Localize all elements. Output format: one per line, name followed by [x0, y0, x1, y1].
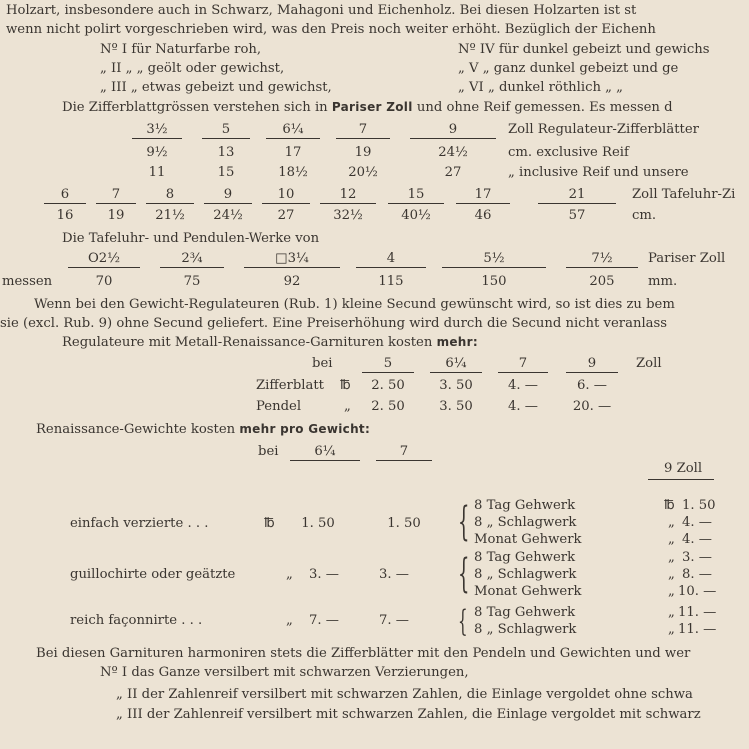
tbl-zoll-6: 12	[320, 186, 376, 204]
group-reich-work-2: 8 „ Schlagwerk	[474, 622, 577, 637]
metal-row-pendel-v1: 2. 50	[371, 399, 405, 414]
weights-intro-bold: mehr pro Gewicht:	[239, 422, 371, 436]
group-guilloch-work-3: Monat Gehwerk	[474, 584, 582, 599]
mov-zoll-6: 7½	[566, 250, 638, 268]
harmony-item-2: „ II der Zahlenreif versilbert mit schwarzen Zahlen, die Einlage vergoldet ohne schwa	[116, 687, 693, 702]
mov-mm-5: 150	[481, 274, 507, 289]
metal-zoll: Zoll	[636, 356, 662, 371]
group-einfach-mark: ℔	[264, 516, 275, 531]
group-einfach-pmark-1: ℔	[664, 498, 675, 513]
group-einfach-work-1: 8 Tag Gehwerk	[474, 498, 576, 513]
group-guilloch-pmark-1: „	[668, 550, 675, 565]
weights-intro-pre: Renaissance-Gewichte kosten	[36, 422, 236, 437]
metal-row-dial-v1: 2. 50	[371, 378, 405, 393]
metal-row-dial-v4: 6. —	[577, 378, 607, 393]
mov-zoll-4: 4	[356, 250, 426, 268]
tbl-cm-1: 16	[56, 208, 74, 223]
group-einfach-v1: 1. 50	[301, 516, 335, 531]
group-reich-pmark-1: „	[668, 605, 675, 620]
group-guilloch-pmark-2: „	[668, 567, 675, 582]
reg-cm-excl-4: 19	[354, 145, 372, 160]
intro-line-2: wenn nicht polirt vorgeschrieben wird, was den Preis noch weiter erhöht. Bezüglich der Eichenh	[6, 22, 656, 37]
tbl-zoll-1: 6	[44, 186, 86, 204]
reg-zoll-5: 9	[410, 121, 496, 139]
intro-line-1: Holzart, insbesondere auch in Schwarz, Mahagoni und Eichenholz. Bei diesen Holzarten ist st	[6, 3, 637, 18]
metal-row-pendel-mark: „	[344, 399, 351, 414]
reg-cm-incl-label: „ inclusive Reif und unsere	[508, 165, 689, 180]
mov-mm-6: 205	[589, 274, 615, 289]
metal-size-1: 5	[362, 355, 414, 373]
reg-cm-incl-2: 15	[217, 165, 235, 180]
tbl-cm-label: cm.	[632, 208, 657, 223]
reg-zoll-4: 7	[336, 121, 390, 139]
group-guilloch-price-1: 3. —	[682, 550, 712, 565]
finish-iii: „ III „ etwas gebeizt und gewichst,	[100, 80, 332, 95]
reg-cm-incl-4: 20½	[348, 165, 378, 180]
tbl-zoll-5: 10	[262, 186, 310, 204]
group-reich-v1: 7. —	[309, 613, 339, 628]
mov-mm-label: mm.	[648, 274, 678, 289]
secund-line-2: sie (excl. Rub. 9) ohne Secund geliefert. Eine Preiserhöhung wird durch die Secund nicht veranlass	[0, 316, 668, 331]
movements-intro: Die Tafeluhr- und Pendulen-Werke von	[62, 231, 320, 246]
harmony-line-1: Bei diesen Garnituren harmoniren stets die Zifferblätter mit den Pendeln und Gewichten und wer	[36, 646, 691, 661]
weights-intro	[36, 421, 370, 438]
mov-zoll-5: 5½	[442, 250, 546, 268]
tbl-cm-2: 19	[107, 208, 125, 223]
group-einfach-work-2: 8 „ Schlagwerk	[474, 515, 577, 530]
tbl-zoll-3: 8	[146, 186, 194, 204]
harmony-item-3: „ III der Zahlenreif versilbert mit schwarzen Zahlen, die Einlage vergoldet mit schwarz	[116, 707, 701, 722]
group-reich-price-1: 11. —	[678, 605, 717, 620]
mov-zoll-3: □3¼	[244, 250, 340, 268]
group-einfach-price-1: 1. 50	[682, 498, 716, 513]
mov-zoll-1: O2½	[68, 250, 140, 268]
tbl-cm-6: 32½	[333, 208, 363, 223]
reg-cm-incl-3: 18½	[278, 165, 308, 180]
metal-row-dial-label: Zifferblatt	[256, 378, 324, 393]
metal-row-dial-v2: 3. 50	[439, 378, 473, 393]
group-einfach-v2: 1. 50	[387, 516, 421, 531]
metal-row-pendel-v2: 3. 50	[439, 399, 473, 414]
reg-zoll-3: 6¼	[266, 121, 320, 139]
metal-size-4: 9	[566, 355, 618, 373]
reg-cm-incl-5: 27	[444, 165, 462, 180]
metal-size-2: 6¼	[430, 355, 482, 373]
reg-zoll-1: 3½	[132, 121, 182, 139]
group-guilloch-v1: 3. —	[309, 567, 339, 582]
tbl-cm-7: 40½	[401, 208, 431, 223]
mov-mm-4: 115	[378, 274, 404, 289]
weights-size-1: 6¼	[290, 443, 360, 461]
group-guilloch-brace: {	[458, 551, 470, 597]
tbl-zoll-2: 7	[96, 186, 136, 204]
metal-row-dial-mark: ℔	[340, 378, 351, 393]
group-einfach-work-3: Monat Gehwerk	[474, 532, 582, 547]
group-reich-brace: {	[458, 604, 468, 639]
mov-messen: messen	[2, 274, 53, 289]
group-einfach-pmark-3: „	[668, 532, 675, 547]
metal-size-3: 7	[498, 355, 548, 373]
tbl-cm-3: 21½	[155, 208, 185, 223]
harmony-item-1: Nº I das Ganze versilbert mit schwarzen Verzierungen,	[100, 665, 469, 680]
reg-cm-excl-1: 9½	[146, 145, 168, 160]
metal-row-pendel-label: Pendel	[256, 399, 302, 414]
reg-cm-excl-5: 24½	[438, 145, 468, 160]
finish-iv: Nº IV für dunkel gebeizt und gewichs	[458, 42, 710, 57]
dial-intro-bold: Pariser Zoll	[331, 100, 413, 114]
group-guilloch-work-2: 8 „ Schlagwerk	[474, 567, 577, 582]
finish-vi: „ VI „ dunkel röthlich „ „	[458, 80, 624, 95]
group-einfach-brace: {	[458, 499, 470, 545]
mov-mm-2: 75	[183, 274, 201, 289]
mov-mm-3: 92	[283, 274, 301, 289]
reg-cm-excl-3: 17	[284, 145, 302, 160]
group-guilloch-price-2: 8. —	[682, 567, 712, 582]
group-guilloch-price-3: 10. —	[678, 584, 717, 599]
tbl-cm-4: 24½	[213, 208, 243, 223]
group-einfach-price-2: 4. —	[682, 515, 712, 530]
metal-bei: bei	[312, 356, 333, 371]
weights-right-rule	[648, 478, 714, 480]
metal-row-pendel-v3: 4. —	[508, 399, 538, 414]
tbl-zoll-4: 9	[204, 186, 252, 204]
dial-sizes-intro	[62, 99, 673, 116]
group-guilloch-mark: „	[286, 567, 293, 582]
metal-intro	[62, 334, 478, 351]
reg-cm-excl-label: cm. exclusive Reif	[508, 145, 629, 160]
group-guilloch-label: guillochirte oder geätzte	[70, 567, 236, 582]
group-reich-price-2: 11. —	[678, 622, 717, 637]
finish-v: „ V „ ganz dunkel gebeizt und ge	[458, 61, 679, 76]
group-reich-v2: 7. —	[379, 613, 409, 628]
metal-intro-bold: mehr:	[436, 335, 478, 349]
group-einfach-price-3: 4. —	[682, 532, 712, 547]
reg-cm-incl-1: 11	[148, 165, 166, 180]
tbl-cm-8: 46	[474, 208, 492, 223]
weights-right-size: 9 Zoll	[664, 461, 703, 476]
dial-intro-pre: Die Zifferblattgrössen verstehen sich in	[62, 100, 328, 115]
group-reich-work-1: 8 Tag Gehwerk	[474, 605, 576, 620]
tbl-zoll-8: 17	[456, 186, 510, 204]
reg-cm-excl-2: 13	[217, 145, 235, 160]
reg-zoll-label: Zoll Regulateur-Zifferblätter	[508, 122, 699, 137]
finish-ii: „ II „ „ geölt oder gewichst,	[100, 61, 285, 76]
group-einfach-pmark-2: „	[668, 515, 675, 530]
weights-bei: bei	[258, 444, 279, 459]
group-reich-label: reich façonnirte . . .	[70, 613, 203, 628]
mov-mm-1: 70	[95, 274, 113, 289]
tbl-cm-9: 57	[568, 208, 586, 223]
tbl-zoll-label: Zoll Tafeluhr-Zi	[632, 187, 736, 202]
weights-size-2: 7	[376, 443, 432, 461]
metal-intro-pre: Regulateure mit Metall-Renaissance-Garnituren kosten	[62, 335, 433, 350]
group-reich-pmark-2: „	[668, 622, 675, 637]
tbl-zoll-9: 21	[538, 186, 616, 204]
metal-row-dial-v3: 4. —	[508, 378, 538, 393]
group-guilloch-pmark-3: „	[668, 584, 675, 599]
group-reich-mark: „	[286, 613, 293, 628]
group-einfach-label: einfach verzierte . . .	[70, 516, 209, 531]
group-guilloch-work-1: 8 Tag Gehwerk	[474, 550, 576, 565]
group-guilloch-v2: 3. —	[379, 567, 409, 582]
dial-intro-post: und ohne Reif gemessen. Es messen d	[416, 100, 673, 115]
secund-line-1: Wenn bei den Gewicht-Regulateuren (Rub. 1) kleine Secund gewünscht wird, so ist dies zu bem	[34, 297, 675, 312]
finish-i: Nº I für Naturfarbe roh,	[100, 42, 262, 57]
metal-row-pendel-v4: 20. —	[572, 399, 612, 414]
mov-zoll-2: 2¾	[160, 250, 224, 268]
mov-zoll-label: Pariser Zoll	[648, 251, 726, 266]
tbl-cm-5: 27	[277, 208, 295, 223]
reg-zoll-2: 5	[202, 121, 250, 139]
tbl-zoll-7: 15	[388, 186, 444, 204]
